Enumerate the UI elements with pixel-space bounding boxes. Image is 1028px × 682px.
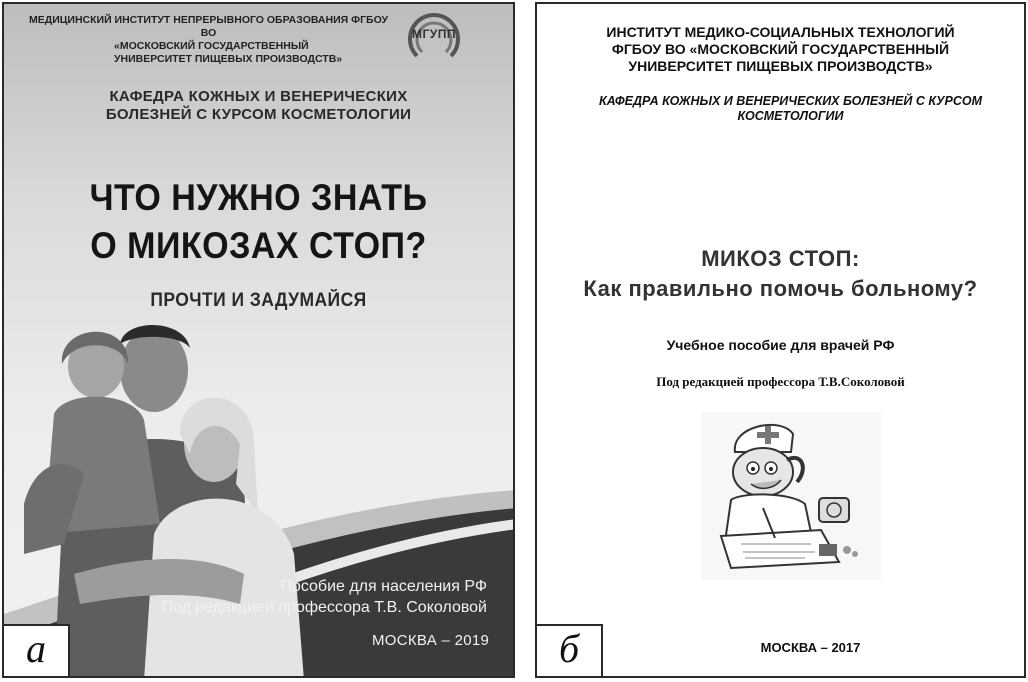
department-line-2: БОЛЕЗНЕЙ С КУРСОМ КОСМЕТОЛОГИИ <box>105 106 412 123</box>
department-line-2: КОСМЕТОЛОГИИ <box>737 109 844 123</box>
title-line-1: ЧТО НУЖНО ЗНАТЬ <box>89 177 428 218</box>
cover-a <box>2 2 515 678</box>
city-year: МОСКВА – 2017 <box>760 640 861 655</box>
editor-text: Под редакцией профессора Т.В. Соколовой <box>161 599 487 616</box>
cover-b <box>535 2 1026 678</box>
cover-a-info <box>162 576 488 618</box>
city-year: МОСКВА – 2019 <box>372 632 490 649</box>
department-line-1: КАФЕДРА КОЖНЫХ И ВЕНЕРИЧЕСКИХ БОЛЕЗНЕЙ С КУРСОМ <box>598 94 983 108</box>
department-name <box>577 94 1004 124</box>
family-photo <box>4 304 304 678</box>
figure-label-b: б <box>537 624 603 676</box>
institute-name <box>537 24 1024 75</box>
cover-subtitle: ПРОЧТИ И ЗАДУМАЙСЯ <box>150 290 367 311</box>
logo-text: МГУПП <box>411 27 456 41</box>
institute-line-3: УНИВЕРСИТЕТ ПИЩЕВЫХ ПРОИЗВОДСТВ» <box>114 53 343 65</box>
institute-line-2: «МОСКОВСКИЙ ГОСУДАРСТВЕННЫЙ <box>114 40 309 52</box>
figure-label-a: а <box>4 624 70 676</box>
editor-text: Под редакцией профессора Т.В.Соколовой <box>656 374 905 389</box>
cover-title <box>537 244 1024 304</box>
cover-subtitle: Учебное пособие для врачей РФ <box>666 337 895 353</box>
title-line-2: Как правильно помочь больному? <box>583 276 978 301</box>
audience-text: Пособие для населения РФ <box>280 578 487 595</box>
title-line-2: О МИКОЗАХ СТОП? <box>90 225 427 266</box>
institute-line-1: МЕДИЦИНСКИЙ ИНСТИТУТ НЕПРЕРЫВНОГО ОБРАЗОВАНИЯ ФГБОУ ВО <box>28 14 389 39</box>
department-line-1: КАФЕДРА КОЖНЫХ И ВЕНЕРИЧЕСКИХ <box>109 88 408 105</box>
institute-line-2: ФГБОУ ВО «МОСКОВСКИЙ ГОСУДАРСТВЕННЫЙ <box>611 41 950 57</box>
institute-line-3: УНИВЕРСИТЕТ ПИЩЕВЫХ ПРОИЗВОДСТВ» <box>628 58 933 74</box>
institute-line-1: ИНСТИТУТ МЕДИКО-СОЦИАЛЬНЫХ ТЕХНОЛОГИЙ <box>606 24 955 40</box>
title-line-1: МИКОЗ СТОП: <box>701 246 860 271</box>
doctor-cartoon-illustration <box>701 412 881 580</box>
